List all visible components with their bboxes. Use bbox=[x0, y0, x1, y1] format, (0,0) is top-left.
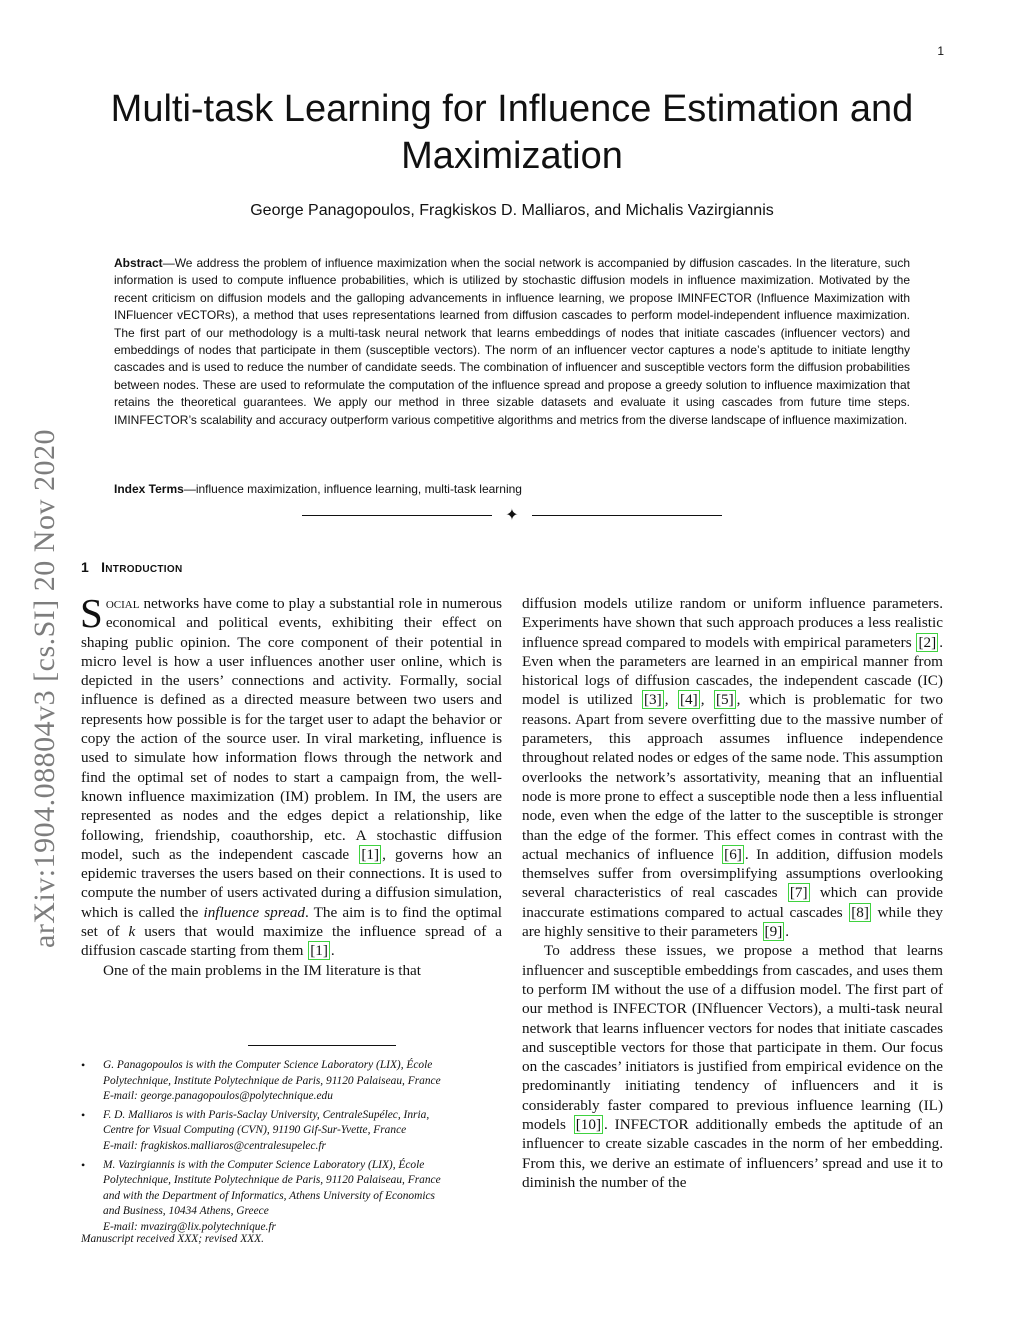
footnote-line: Centre for Visual Computing (CVN), 91190 Gif-Sur-Yvette, France bbox=[103, 1124, 407, 1137]
intro-paragraph-2: One of the main problems in the IM literature is that bbox=[103, 961, 422, 979]
citation-link[interactable]: [6] bbox=[724, 845, 742, 863]
section-title: Introduction bbox=[101, 559, 183, 575]
footnote-item bbox=[81, 1108, 502, 1155]
bullet-icon: • bbox=[81, 1107, 86, 1122]
paragraph-text: networks have come to play a substantial role in numerous economical and political events, exhibiting their effect on shaping public opinion. The core component of their potential in micro level is how a user influences another user online, which is depicted in the users’ connections and activity. Formally, social influence is defined as a directed measure between two users and represents how possible is for the target user to adapt the behavior or copy the action of the source user. In viral marketing, influence is used to simulate how information flows through the network and find the optimal set of nodes to start a campaign from, the well-known influence maximization (IM) problem. In IM, the users are represented as nodes and the edges depict a relationship, like following, friendship, coauthorship, etc. A stochastic diffusion model, such as the independent cascade bbox=[81, 595, 502, 863]
right-paragraph-1: diffusion models utilize random or uniform influence parameters. Experiments have shown that such approach produces a less realistic influence spread compared to models with empirical parameters [2] . Even when the parameters are learned in an empirical manner from historical logs of diffusion cascades, the independent cascade (IC) model is utilized [3] , [4] , [5] , which is problematic for two reasons. Apart from severe overfitting due to the massive number of parameters, this approach assumes influence independence throughout related nodes or edges of the same node. This assumption overlooks the network’s assortativity, meaning that an influential node is more prone to effect a susceptible node then a less influential node, even when the edge of the latter to the susceptible is stronger than the edge of the former. This effect comes in contrast with the actual mechanics of influence [6] . In addition, diffusion models themselves suffer from oversimplifying assumptions overlooking several characteristics of real cascades [7] which can provide inaccurate estimations compared to actual cascades [8] while they are highly sensitive to their parameters [9] . bbox=[522, 595, 943, 941]
citation-link[interactable]: [3] bbox=[644, 691, 662, 709]
right-paragraph-2 bbox=[522, 941, 943, 1192]
paragraph-text: which can provide inaccurate estimations compared to actual cascades bbox=[522, 884, 943, 921]
divider-line-left bbox=[302, 515, 492, 516]
footnote-email: E-mail: george.panagopoulos@polytechnique.edu bbox=[103, 1090, 333, 1103]
citation-link[interactable]: [8] bbox=[851, 903, 869, 921]
paragraph-text: To address these issues, we propose a method that learns influencer and susceptible embeddings from cascades, and uses them to perform IM without the use of a diffusion model. The first part of our method is INFECTOR (INfluencer Vectors), a multi-task neural network that learns influencer vectors for nodes that initiate cascades and susceptible vectors for those that participate in them. Our focus on the cascades’ initiators is justified from empirical evidence on the predominantly initiating tendency of influencers and it is considerably faster compared to previous influence learning (IL) models bbox=[522, 942, 943, 1134]
divider-line-right bbox=[532, 515, 722, 516]
arxiv-identifier-stamp: arXiv:1904.08804v3 [cs.SI] 20 Nov 2020 bbox=[28, 429, 61, 948]
bullet-icon: • bbox=[81, 1157, 86, 1172]
footnote-rule bbox=[248, 1045, 396, 1046]
abstract-text: —We address the problem of influence maximization when the social network is accompanied by diffusion cascades. In the literature, such information is used to compute influence probabilities, which is utilized by stochastic diffusion models in influence maximization. Motivated by the recent criticism on diffusion models and the galloping advancements in influence learning, we propose IMINFECTOR (Influence Maximization with INFluencer vECTORs), a method that uses representations learned from diffusion cascades to perform model-independent influence maximization. The first part of our methodology is a multi-task neural network that learns embeddings of nodes that initiate cascades (influencer vectors) and embeddings of nodes that participate in them (susceptible vectors). The norm of an influencer vector captures a node’s aptitude to initiate lengthy cascades and is used to reduce the number of candidate seeds. The combination of influencer and susceptible vectors form the diffusion probabilities between nodes. These are used to reformulate the computation of the influence spread and propose a greedy solution to influence maximization that retains the theoretical guarantees. We apply our method in three sizable datasets and evaluate it using cascades from future time steps. IMINFECTOR’s scalability and accuracy outperform various competitive algorithms and metrics from the diverse landscape of influence maximization. bbox=[114, 256, 910, 427]
citation-link[interactable]: [1] bbox=[361, 845, 380, 863]
left-column bbox=[80, 590, 502, 980]
abstract bbox=[114, 255, 910, 429]
footnote-email: E-mail: fragkiskos.malliaros@centralesupelec.fr bbox=[103, 1139, 326, 1152]
footnote-item bbox=[81, 1158, 502, 1236]
manuscript-note: Manuscript received XXX; revised XXX. bbox=[81, 1233, 264, 1245]
paragraph-text: , governs how an epidemic traverses the users based on their connections. It is used to compute the number of users activated during a diffusion simulation, which is called the bbox=[81, 845, 502, 921]
paragraph-text: users that would maximize the influence spread of a diffusion cascade starting from them bbox=[81, 923, 502, 960]
math-variable: k bbox=[128, 923, 136, 941]
paragraph-text: diffusion models utilize random or uniform influence parameters. Experiments have shown that such approach produces a less realistic influence spread compared to models with empirical parameters bbox=[522, 595, 943, 651]
footnote-line: G. Panagopoulos is with the Computer Science Laboratory (LIX), École bbox=[103, 1059, 433, 1071]
paragraph-text: . Even when the parameters are learned in an empirical manner from historical logs of diffusion cascades, the independent cascade (IC) model is utilized bbox=[522, 633, 943, 709]
section-heading bbox=[81, 559, 182, 575]
citation-link[interactable]: [2] bbox=[918, 633, 937, 651]
index-terms bbox=[114, 481, 910, 498]
footnote-line: F. D. Malliaros is with Paris-Saclay University, CentraleSupélec, Inria, bbox=[103, 1108, 430, 1121]
citation-link[interactable]: [4] bbox=[679, 691, 698, 709]
author-list: George Panagopoulos, Fragkiskos D. Malliaros, and Michalis Vazirgiannis bbox=[250, 202, 774, 219]
paragraph-text: . INFECTOR additionally embeds the aptitude of an influencer to create sizable cascades in the norm of her embedding. From this, we derive an estimate of influencers’ spread and use it to diminish the number of the bbox=[522, 1116, 943, 1191]
paragraph-text: . bbox=[785, 923, 790, 941]
paragraph-text: . bbox=[330, 942, 335, 960]
paragraph-text: . The aim is to find the optimal set of bbox=[81, 903, 502, 941]
footnote-line: Polytechnique, Institute Polytechnique de Paris, 91120 Palaiseau, France bbox=[103, 1074, 441, 1087]
abstract-label: Abstract bbox=[114, 256, 163, 270]
index-terms-text: —influence maximization, influence learning, multi-task learning bbox=[183, 482, 522, 496]
smallcaps-word: ocial bbox=[105, 595, 140, 612]
intro-paragraph-1 bbox=[80, 590, 502, 961]
affiliation-footnotes bbox=[81, 1058, 502, 1239]
section-divider bbox=[0, 506, 1024, 526]
paragraph-text: while they are highly sensitive to their parameters bbox=[522, 903, 943, 941]
footnote-line: M. Vazirgiannis is with the Computer Science Laboratory (LIX), École bbox=[103, 1158, 425, 1171]
emphasis-text: influence spread bbox=[203, 903, 306, 921]
citation-link[interactable]: [7] bbox=[789, 884, 808, 902]
index-terms-label: Index Terms bbox=[114, 482, 184, 496]
footnote-line: and with the Department of Informatics, Athens University of Economics bbox=[103, 1189, 435, 1202]
drop-cap: S bbox=[80, 590, 103, 636]
footnote-item bbox=[81, 1058, 502, 1105]
paper-title: Multi-task Learning for Influence Estimation and Maximization bbox=[110, 88, 914, 177]
citation-link[interactable]: [5] bbox=[715, 691, 734, 709]
page-number: 1 bbox=[937, 44, 944, 58]
footnote-line: and Business, 10434 Athens, Greece bbox=[103, 1205, 269, 1218]
citation-link[interactable]: [9] bbox=[764, 923, 783, 941]
footnote-line: Polytechnique, Institute Polytechnique de Paris, 91120 Palaiseau, France bbox=[103, 1174, 441, 1187]
citation-link[interactable]: [1] bbox=[310, 942, 328, 960]
section-number: 1 bbox=[81, 559, 90, 575]
right-column bbox=[522, 594, 943, 1192]
paragraph-text: , which is problematic for two reasons. Apart from severe overfitting due to the massive number of parameters, this approach assumes influence independence throughout related nodes or edges of the same node. This assumption overlooks the network’s assortativity, meaning that an influential node is more prone to effect a susceptible node then a less influential node, even when the edge of the latter to the susceptible is stronger than the edge of the former. This effect comes in contrast with the actual mechanics of influence bbox=[522, 691, 943, 863]
bullet-icon: • bbox=[81, 1058, 86, 1072]
diamond-icon: ✦ bbox=[505, 507, 519, 524]
footnote-email: E-mail: mvazirg@lix.polytechnique.fr bbox=[103, 1220, 276, 1233]
paragraph-text: . In addition, diffusion models themselves suffer from oversimplifying assumptions overlooking several characteristics of real cascades bbox=[522, 845, 943, 902]
citation-link[interactable]: [10] bbox=[575, 1116, 602, 1134]
